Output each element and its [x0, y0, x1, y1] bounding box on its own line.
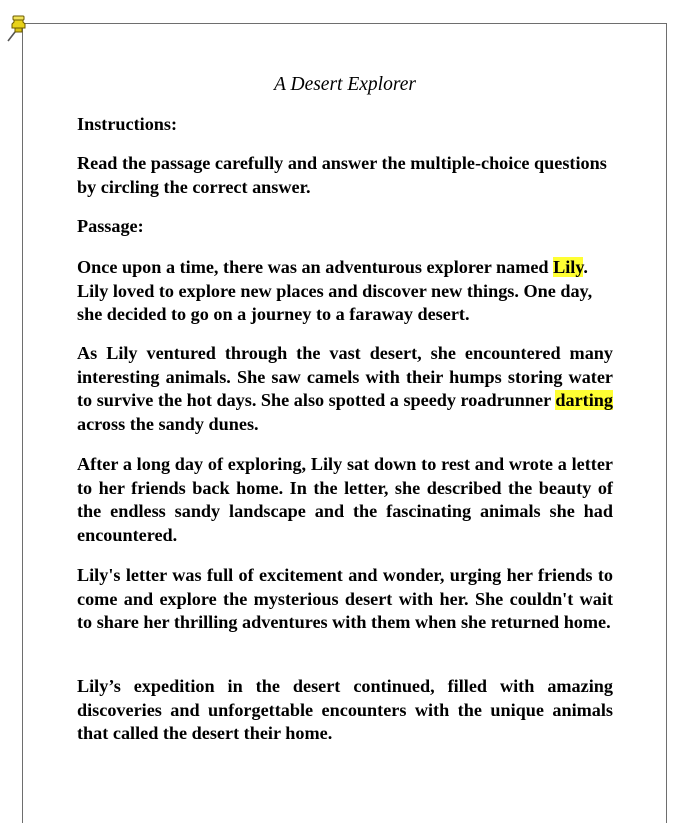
- paragraph-2: [77, 342, 613, 436]
- instructions-heading: Instructions:: [77, 114, 178, 134]
- paragraph-3: After a long day of exploring, Lily sat down to rest and wrote a letter to her friends back home. In the letter, she described the beauty of the endless sandy landscape and the fascinating animals she had encountered.: [77, 454, 613, 545]
- paragraph-5: Lily’s expedition in the desert continued, filled with amazing discoveries and unforgettable encounters with the unique animals that called the desert their home.: [77, 676, 613, 743]
- paragraph-4: Lily's letter was full of excitement and wonder, urging her friends to come and explore the mysterious desert with her. She couldn't wait to share her thrilling adventures with them when she returned home.: [77, 565, 613, 632]
- paragraph-1-text-before: Once upon a time, there was an adventurous explorer named: [77, 257, 554, 277]
- instructions-text: Read the passage carefully and answer the multiple-choice questions by circling the correct answer.: [77, 153, 607, 197]
- paragraph-1-text-after: . Lily loved to explore new places and discover new things. One day, she decided to go on a journey to a faraway desert.: [77, 257, 593, 324]
- document-title: A Desert Explorer: [274, 74, 416, 95]
- pushpin-icon[interactable]: [4, 13, 30, 43]
- paragraph-2-text-before: As Lily ventured through the vast desert, she encountered many interesting animals. She saw camels with their humps storing water to survive the hot days. She also spotted a speedy roadrunner: [77, 343, 613, 410]
- highlighted-word-darting: darting: [555, 390, 613, 410]
- paragraph-1: [77, 256, 613, 327]
- paragraph-2-text-after: across the sandy dunes.: [77, 413, 259, 434]
- passage-heading: Passage:: [77, 216, 144, 236]
- highlighted-word-lily: Lily: [553, 257, 584, 277]
